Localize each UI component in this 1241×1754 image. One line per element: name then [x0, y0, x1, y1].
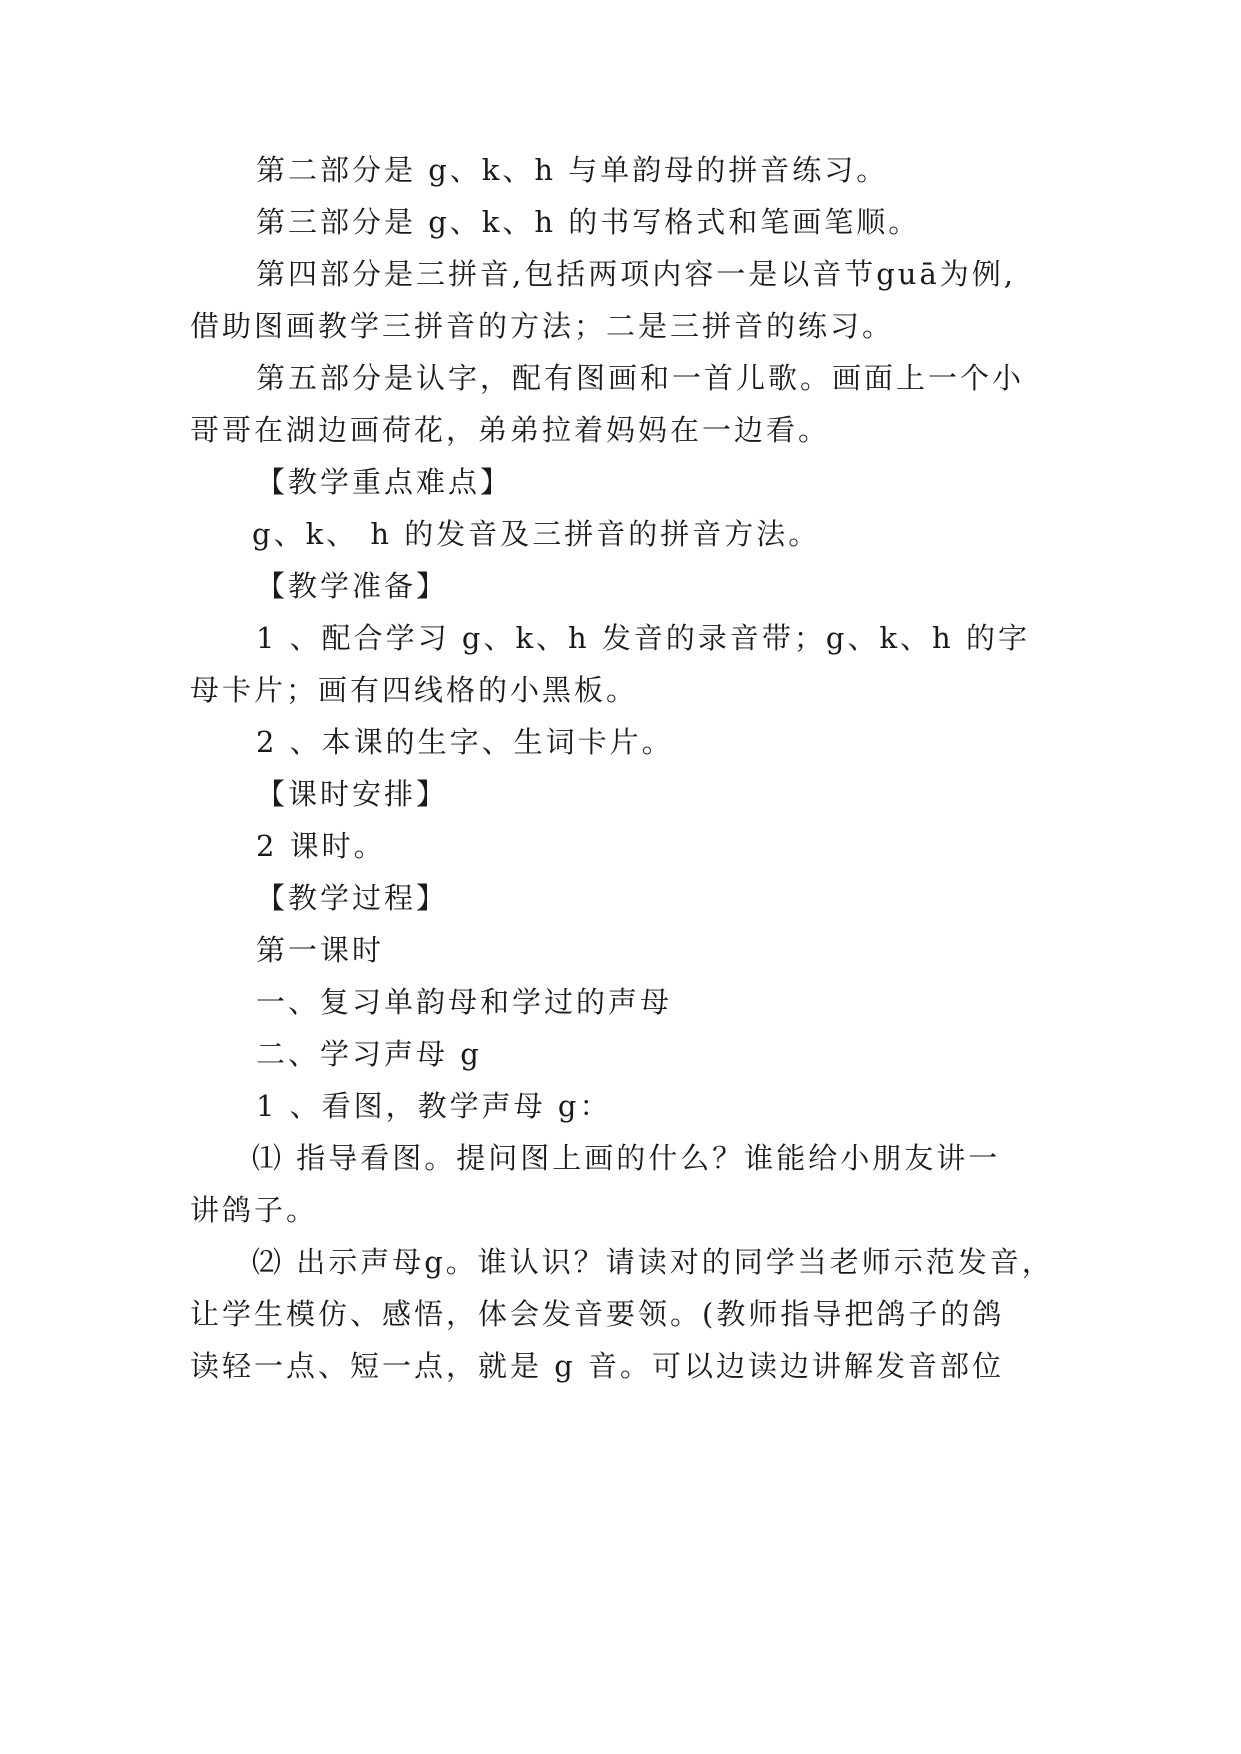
paragraph-preparation-2: 2 、本课的生字、生词卡片。 [256, 725, 674, 759]
paragraph-part-five-line1: 第五部分是认字，配有图画和一首儿歌。画面上一个小 [256, 361, 1025, 395]
item-2-line3: 读轻一点、短一点，就是 g 音。可以边读边讲解发音部位 [190, 1349, 1005, 1383]
paragraph-part-five-line2: 哥哥在湖边画荷花，弟弟拉着妈妈在一边看。 [190, 413, 831, 447]
paragraph-part-four-line1: 第四部分是三拼音,包括两项内容一是以音节guā为例, [256, 257, 1016, 291]
paragraph-part-four-line2: 借助图画教学三拼音的方法；二是三拼音的练习。 [190, 309, 895, 343]
heading-schedule: 【课时安排】 [256, 777, 449, 811]
paragraph-preparation-1-line1: 1 、配合学习 g、k、h 发音的录音带；g、k、h 的字 [256, 621, 1030, 655]
heading-process: 【教学过程】 [256, 881, 449, 915]
item-1-line2: 讲鸽子。 [190, 1193, 319, 1227]
paragraph-part-two: 第二部分是 g、k、h 与单韵母的拼音练习。 [256, 153, 889, 187]
paragraph-preparation-1-line2: 母卡片；画有四线格的小黑板。 [190, 673, 639, 707]
item-2-line2: 让学生模仿、感悟，体会发音要领。(教师指导把鸽子的鸽 [190, 1297, 1005, 1331]
paragraph-key-points: g、k、 h 的发音及三拼音的拼音方法。 [252, 517, 821, 551]
step-learn-g: 二、学习声母 g [256, 1037, 482, 1071]
paragraph-part-three: 第三部分是 g、k、h 的书写格式和笔画笔顺。 [256, 205, 921, 239]
paragraph-schedule: 2 课时。 [256, 829, 386, 863]
item-1-line1: ⑴ 指导看图。提问图上画的什么？谁能给小朋友讲一 [252, 1141, 1001, 1175]
step-review: 一、复习单韵母和学过的声母 [256, 985, 673, 1019]
item-2-line1: ⑵ 出示声母g。谁认识？请读对的同学当老师示范发音， [252, 1245, 1054, 1279]
heading-key-points: 【教学重点难点】 [256, 465, 513, 499]
subheading-first-lesson: 第一课时 [256, 933, 385, 967]
heading-preparation: 【教学准备】 [256, 569, 449, 603]
step-look-picture: 1 、看图，教学声母 g： [256, 1089, 612, 1123]
